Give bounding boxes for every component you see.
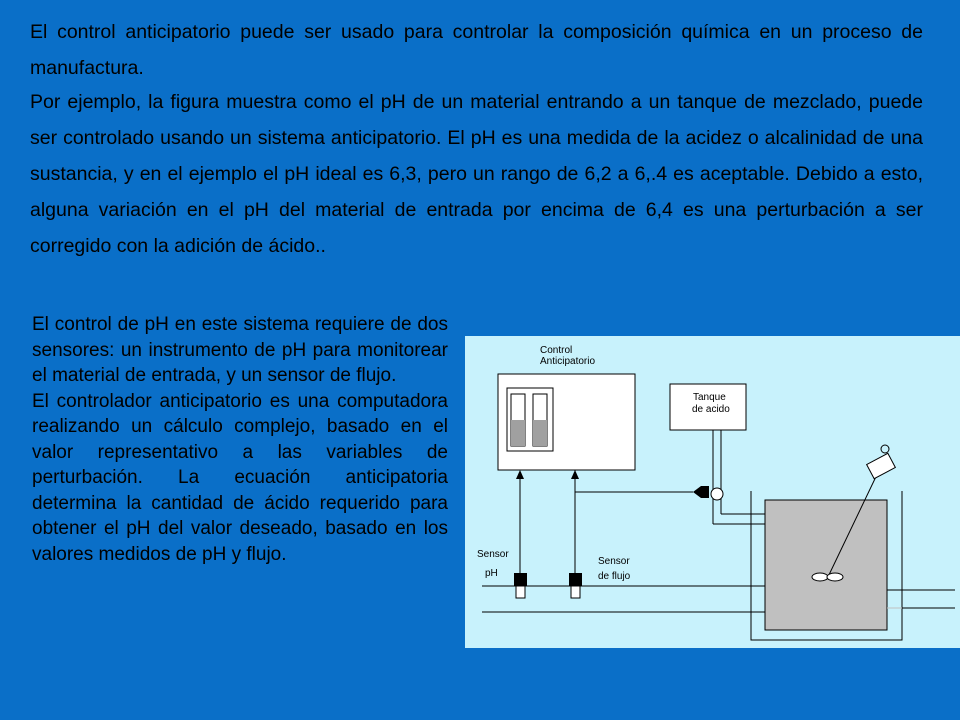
sensors-paragraph: El control de pH en este sistema requiere de dos sensores: un instrumento de pH para monitorear el material de entrada, y un sensor de flujo.	[32, 314, 448, 386]
ph-sensor-label-2: pH	[485, 568, 498, 579]
agitator-top-icon	[881, 445, 889, 453]
flow-sensor-label-1: Sensor	[598, 556, 630, 567]
display-bar-left-fill	[511, 420, 525, 446]
controller-label-1: Control	[540, 345, 573, 356]
acid-tank-label-1: Tanque	[693, 392, 726, 403]
ph-signal-arrow	[516, 470, 524, 479]
flow-sensor-label-2: de flujo	[598, 571, 631, 582]
impeller-right	[827, 573, 843, 581]
valve-actuator	[701, 486, 709, 498]
example-paragraph: Por ejemplo, la figura muestra como el pH de un material entrando a un tanque de mezclado, puede ser controlado usando un sistema anticipatorio. El pH es una medida de la acidez o alcalinidad de una sustancia, y en el ejemplo el pH ideal es 6,3, pero un rango de 6,2 a 6,.4 es aceptable. Debido a esto, alguna variación en el pH del material de entrada por encima de 6,4 es una perturbación a ser corregido con la adición de ácido..	[30, 91, 923, 257]
diagram-svg	[465, 336, 960, 648]
valve-body	[693, 486, 701, 498]
flow-sensor-head	[569, 573, 582, 586]
agitator-motor	[867, 453, 896, 478]
controller-label-2: Anticipatorio	[540, 356, 596, 367]
valve-indicator	[711, 488, 723, 500]
display-bar-right-fill	[533, 420, 547, 446]
acid-tank-label-2: de acido	[692, 404, 730, 415]
ph-sensor-head	[514, 573, 527, 586]
impeller-left	[812, 573, 828, 581]
feedforward-diagram	[465, 336, 960, 648]
mixing-tank-liquid	[765, 500, 887, 630]
flow-signal-arrow	[571, 470, 579, 479]
intro-paragraph: El control anticipatorio puede ser usado para controlar la composición química en un proceso de manufactura.	[30, 21, 923, 79]
controller-paragraph: El controlador anticipatorio es una computadora realizando un cálculo complejo, basado en el valor representativo a las variables de perturbación. La ecuación anticipatoria determina la cantidad de ácido requerido para obtener el pH del valor deseado, basado en los valores medidos de pH y flujo.	[32, 390, 448, 565]
ph-sensor-probe	[516, 586, 525, 598]
explanation-column	[32, 312, 448, 567]
flow-sensor-probe	[571, 586, 580, 598]
ph-sensor-label-1: Sensor	[477, 549, 509, 560]
